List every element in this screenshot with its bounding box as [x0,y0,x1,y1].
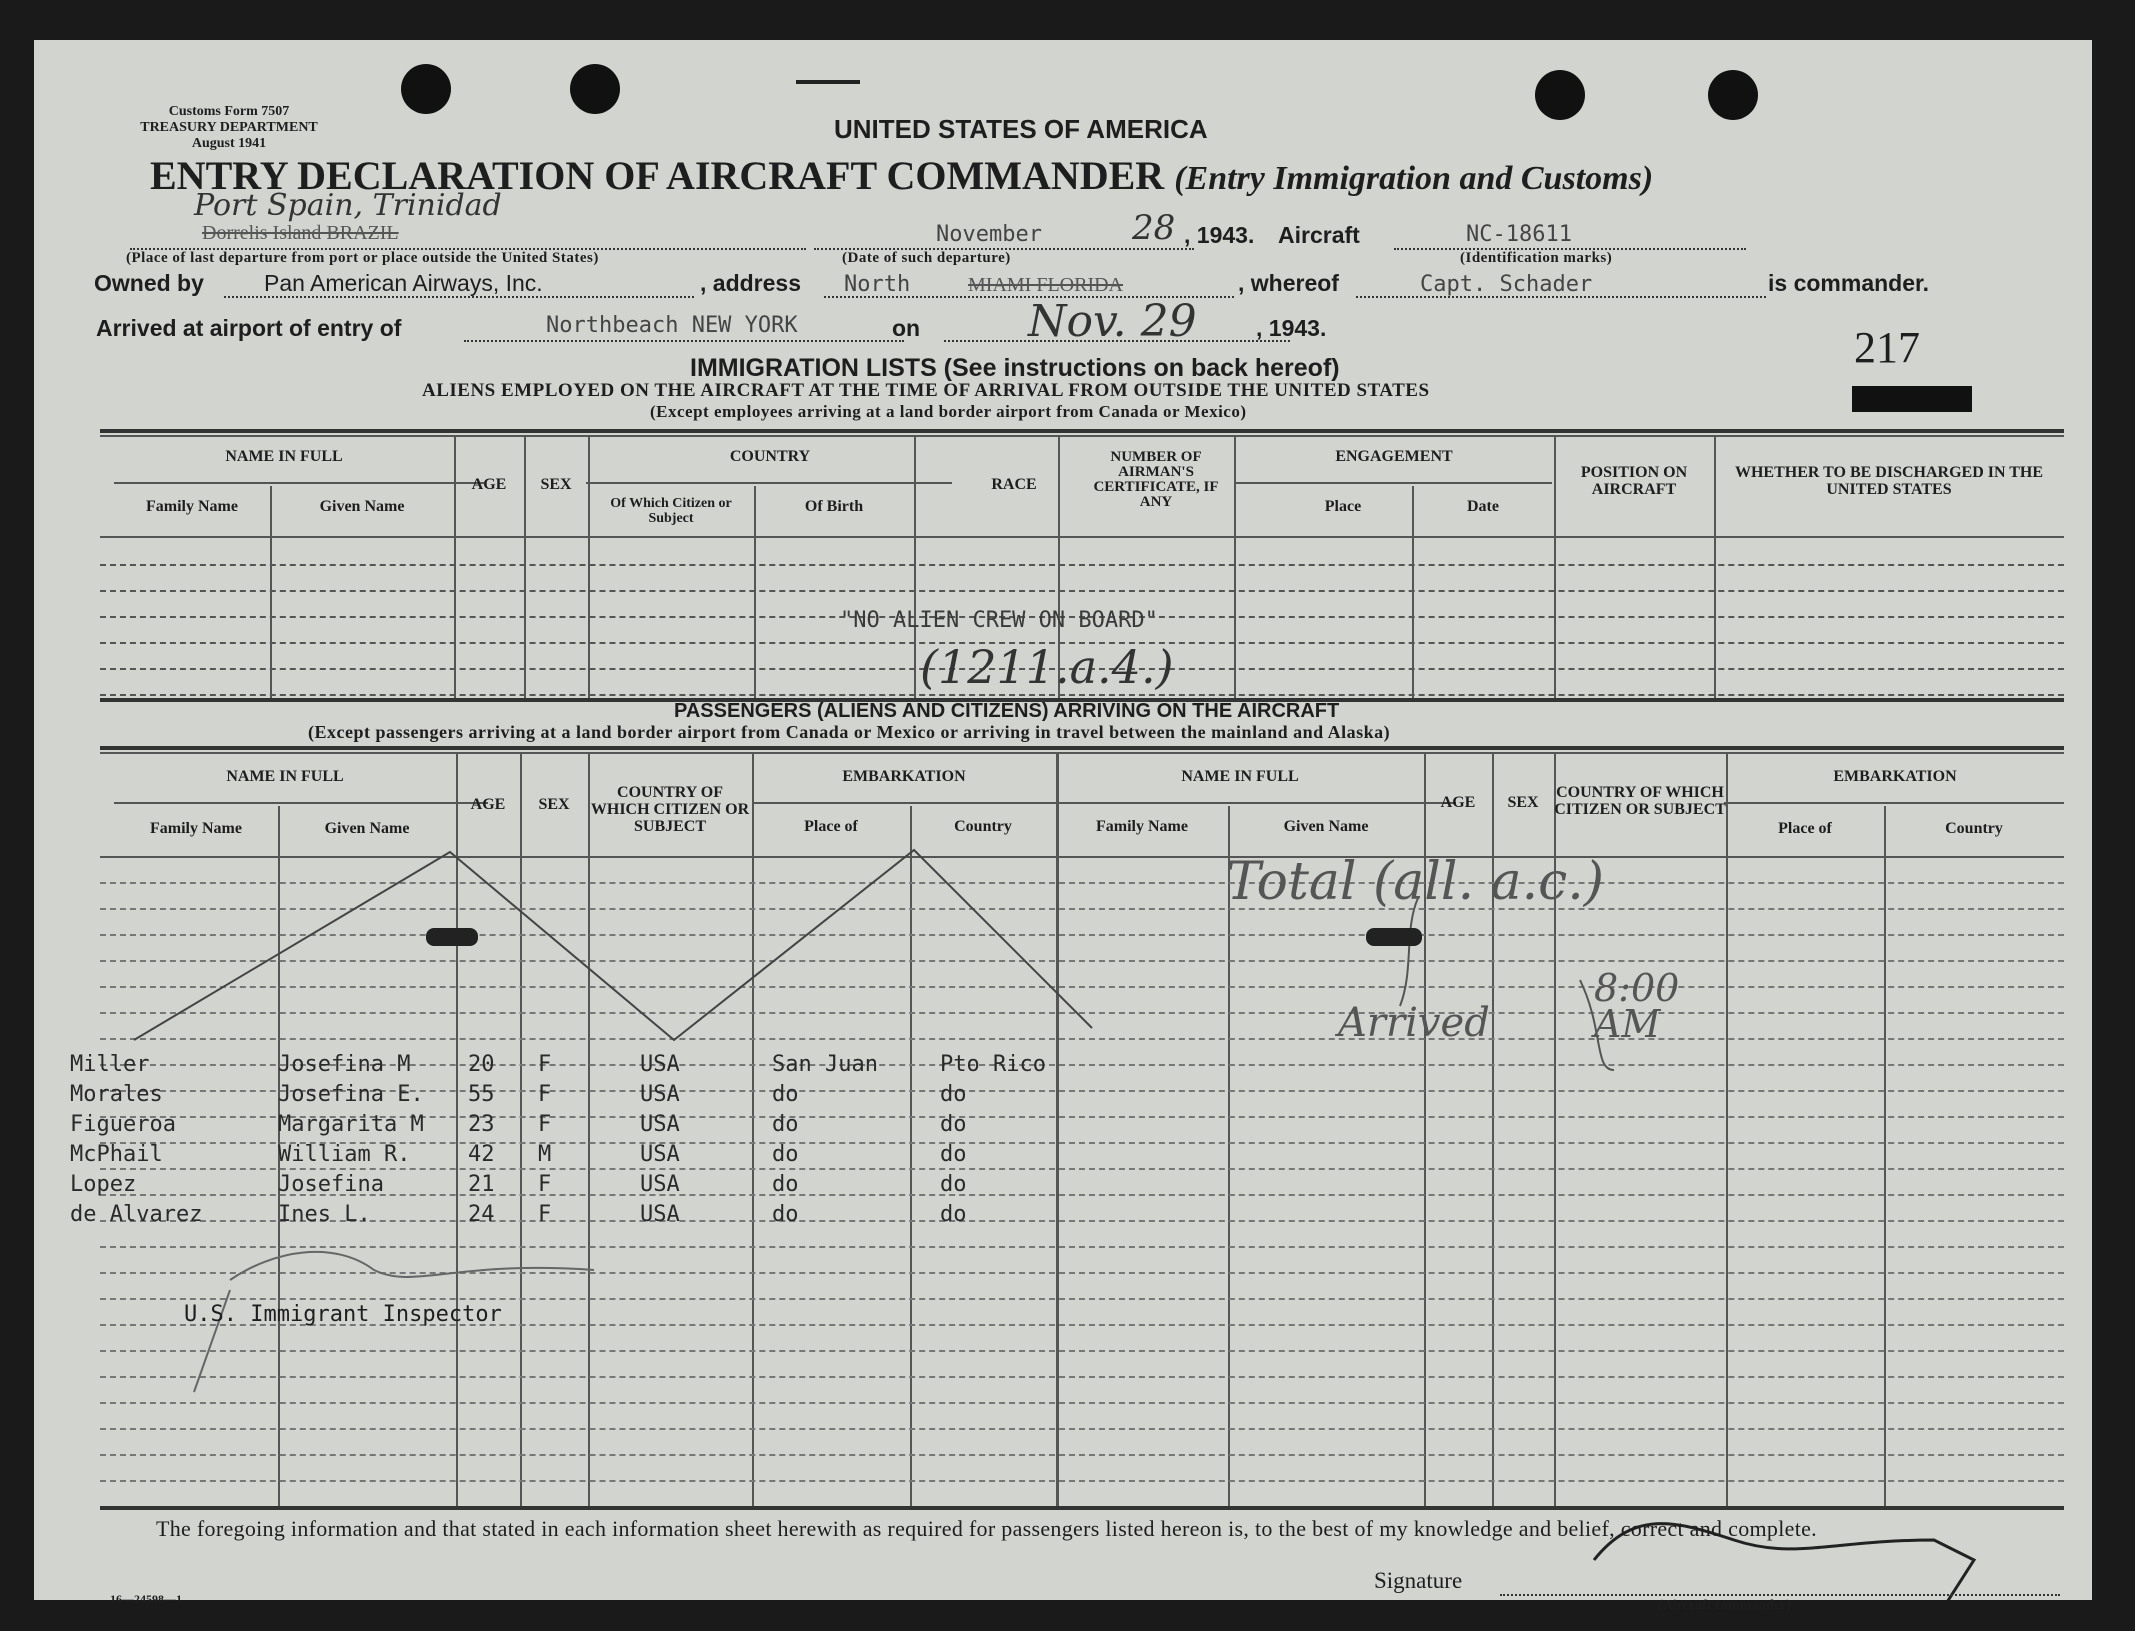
pax2-col-country: Country [1945,820,2003,837]
passengers-title: PASSENGERS (ALIENS AND CITIZENS) ARRIVING ON THE AIRCRAFT [674,700,1340,722]
arrived-label: Arrived at airport of entry of [96,315,402,341]
crew-col-certificate: NUMBER OF AIRMAN'S CERTIFICATE, IF ANY [1093,449,1219,510]
passenger-family-cell: Lopez [70,1172,137,1197]
passenger-citizen-cell: USA [640,1052,680,1077]
form-number: Customs Form 7507 [168,104,290,119]
country-title: UNITED STATES OF AMERICA [834,114,1208,144]
pax2-col-sex: SEX [1507,794,1539,811]
print-code: 16—24598—1 [110,1592,182,1606]
aircraft-id: NC-18611 [1466,222,1572,247]
departure-date: November [936,222,1042,247]
passenger-country-cell: do [940,1112,967,1137]
form-sheet [34,40,2092,1613]
passenger-place-cell: San Juan [772,1052,878,1077]
pax2-col-given: Given Name [1283,818,1369,835]
pax-col-family: Family Name [150,820,242,837]
passenger-family-cell: Miller [70,1052,150,1077]
passenger-citizen-cell: USA [640,1142,680,1167]
passenger-country-cell: Pto Rico [940,1052,1046,1077]
owned-by-label: Owned by [94,270,204,296]
arrival-time-note [1594,966,1680,1046]
address-label: , address [700,270,801,296]
signature-label: Signature [1374,1568,1463,1593]
departure-year: , 1943. [1184,222,1255,248]
bracket-stroke [1400,898,1418,1006]
pax-col-given: Given Name [324,820,410,837]
departure-date-caption: (Date of such departure) [842,250,1011,266]
pax2-col-embarkation: EMBARKATION [1833,768,1957,785]
passenger-given-cell: Josefina [278,1172,384,1197]
pax2-col-age: AGE [1440,794,1476,811]
is-commander-label: is commander. [1768,270,1930,296]
ink-blot [426,928,478,946]
passenger-place-cell: do [772,1142,799,1167]
passenger-family-cell: McPhail [70,1142,163,1167]
crew-col-discharged: WHETHER TO BE DISCHARGED IN THE UNITED STATES [1734,464,2044,498]
passenger-given-cell: William R. [278,1142,411,1167]
owner-address: North [844,272,911,297]
passenger-age-cell: 55 [468,1082,495,1107]
pax2-col-family: Family Name [1096,818,1188,835]
certification-statement: The foregoing information and that stated in each information sheet herewith as required for passengers listed hereon is, to the best of my knowledge and belief, correct and complete. [156,1516,1817,1541]
crew-col-race: RACE [991,476,1037,493]
immigration-title: IMMIGRATION LISTS (See instructions on back hereof) [690,354,1340,382]
passenger-citizen-cell: USA [640,1082,680,1107]
passenger-given-cell: Josefina E. [278,1082,424,1107]
passenger-citizen-cell: USA [640,1202,680,1227]
immigration-note: (Except employees arriving at a land border airport from Canada or Mexico) [650,402,1247,421]
immigration-subtitle: ALIENS EMPLOYED ON THE AIRCRAFT AT THE TIME OF ARRIVAL FROM OUTSIDE THE UNITED STATES [422,380,1430,401]
crew-col-position: POSITION ON AIRCRAFT [1580,464,1688,498]
arrival-ampm: AM [1594,1002,1661,1046]
pax2-col-place: Place of [1778,820,1832,837]
arrival-date: Nov. 29 [1028,296,1197,347]
strike-marks [34,40,2092,1600]
pax-col-embarkation: EMBARKATION [842,768,966,785]
crew-col-sex: SEX [540,476,572,493]
pax-col-citizen: COUNTRY OF WHICH CITIZEN OR SUBJECT [590,784,750,835]
crew-col-family: Family Name [146,498,238,515]
departure-handwritten: Port Spain, Trinidad [194,188,502,223]
crew-col-given: Given Name [319,498,405,515]
departure-day: 28 [1132,208,1176,248]
arrived-note: Arrived [1338,1000,1490,1046]
passenger-given-cell: Ines L. [278,1202,371,1227]
pax-col-name: NAME IN FULL [226,768,344,785]
passenger-age-cell: 21 [468,1172,495,1197]
crew-col-birth: Of Birth [804,498,864,515]
department: TREASURY DEPARTMENT [140,120,318,135]
passenger-family-cell: Morales [70,1082,163,1107]
arrival-airport: Northbeach NEW YORK [546,313,798,338]
pax-col-sex: SEX [538,796,570,813]
crew-col-citizen: Of Which Citizen or Subject [610,496,732,526]
cross-out-stroke [134,850,1092,1040]
passenger-country-cell: do [940,1142,967,1167]
passenger-place-cell: do [772,1172,799,1197]
passengers-note: (Except passengers arriving at a land border airport from Canada or Mexico or arriving in travel between the mainland and Alaska) [308,722,1391,742]
departure-caption: (Place of last departure from port or place outside the United States) [126,250,599,266]
ink-blot [1366,928,1422,946]
passenger-age-cell: 24 [468,1202,495,1227]
document-number: 217 [1854,323,1920,372]
crew-col-place: Place [1324,498,1362,515]
passenger-place-cell: do [772,1082,799,1107]
arrival-year: , 1943. [1256,315,1327,341]
total-note: Total (all. a.c.) [1226,852,1605,912]
crew-col-age: AGE [471,476,507,493]
passenger-place-cell: do [772,1112,799,1137]
pax-col-age: AGE [470,796,506,813]
passenger-sex-cell: F [538,1172,552,1197]
owner-name: Pan American Airways, Inc. [264,270,543,296]
no-alien-crew-note: "NO ALIEN CREW ON BOARD" [840,608,1158,633]
passenger-family-cell: de Alvarez [70,1202,203,1227]
crew-col-date: Date [1467,498,1499,515]
inspector-title: U.S. Immigrant Inspector [184,1302,502,1327]
passenger-country-cell: do [940,1172,967,1197]
crew-initials: (1211.a.4.) [920,640,1174,694]
form-date: August 1941 [191,136,267,151]
pax-col-place: Place of [804,818,858,835]
aircraft-label: Aircraft [1278,222,1360,248]
signature-caption: (Aircraft commander) [1658,1598,1792,1613]
passenger-age-cell: 23 [468,1112,495,1137]
aircraft-id-caption: (Identification marks) [1460,250,1613,266]
commander-name: Capt. Schader [1420,272,1593,297]
crew-col-name: NAME IN FULL [225,448,343,465]
address-struck: MIAMI FLORIDA [968,274,1123,296]
crew-col-engagement: ENGAGEMENT [1335,448,1453,465]
passenger-sex-cell: F [538,1112,552,1137]
inspector-signature-stroke [230,1252,594,1280]
passenger-age-cell: 20 [468,1052,495,1077]
pax2-col-citizen: COUNTRY OF WHICH CITIZEN OR SUBJECT [1554,784,1726,818]
passenger-country-cell: do [940,1202,967,1227]
passenger-given-cell: Margarita M [278,1112,424,1137]
passenger-family-cell: Figueroa [70,1112,176,1137]
pax-col-country: Country [954,818,1012,835]
whereof-label: , whereof [1238,270,1339,296]
passenger-sex-cell: M [538,1142,552,1167]
passenger-place-cell: do [772,1202,799,1227]
passenger-citizen-cell: USA [640,1172,680,1197]
title-main: ENTRY DECLARATION OF AIRCRAFT COMMANDER [150,153,1165,198]
passenger-country-cell: do [940,1082,967,1107]
passenger-age-cell: 42 [468,1142,495,1167]
departure-struck: Dorrelis Island BRAZIL [202,222,399,244]
passenger-sex-cell: F [538,1202,552,1227]
pax2-col-name: NAME IN FULL [1181,768,1299,785]
arrival-time: 8:00 [1594,966,1680,1010]
passenger-given-cell: Josefina M [278,1052,411,1077]
passenger-sex-cell: F [538,1052,552,1077]
on-label: on [892,315,921,341]
title-sub: (Entry Immigration and Customs) [1174,160,1654,197]
passenger-citizen-cell: USA [640,1112,680,1137]
passenger-sex-cell: F [538,1082,552,1107]
crew-col-country: COUNTRY [729,448,811,465]
